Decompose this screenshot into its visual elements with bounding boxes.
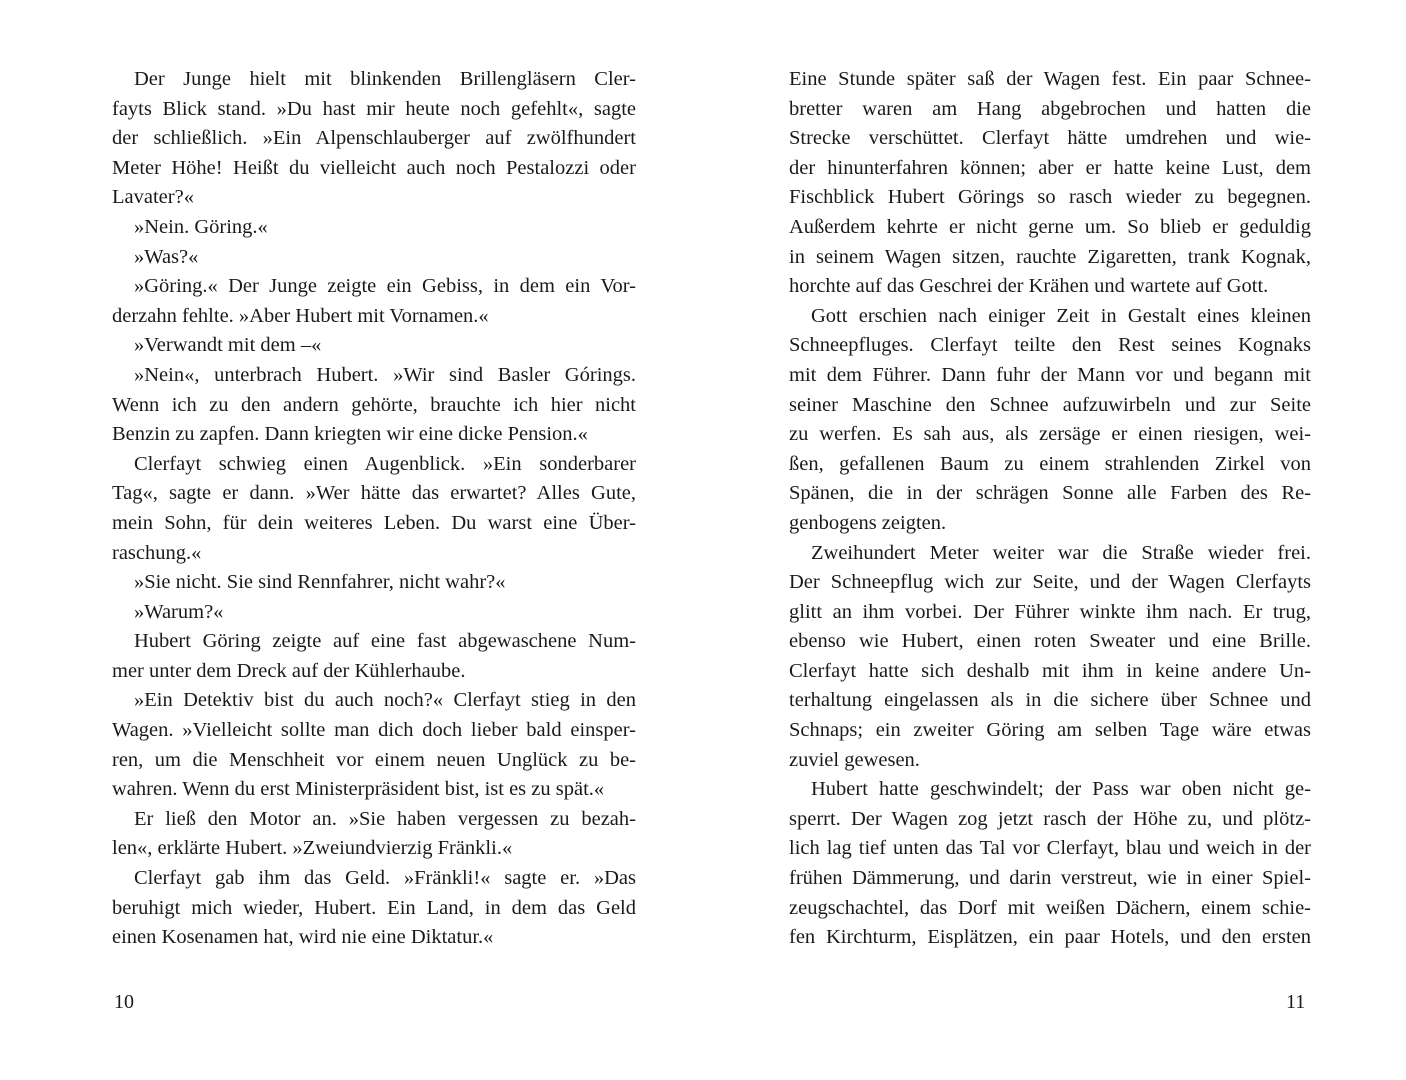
- text-line: lich lag tief unten das Tal vor Clerfayt, blau und weich in der: [789, 837, 1311, 860]
- text-line: »Warum?«: [134, 600, 224, 623]
- text-line: »Sie nicht. Sie sind Rennfahrer, nicht wahr?«: [134, 571, 506, 594]
- text-line: Gott erschien nach einiger Zeit in Gestalt eines kleinen: [811, 304, 1311, 327]
- text-line: glitt an ihm vorbei. Der Führer winkte ihm nach. Er trug,: [789, 600, 1311, 623]
- text-line: beruhigt mich wieder, Hubert. Ein Land, in dem das Geld: [112, 896, 636, 919]
- text-line: terhaltung eingelassen als in die sichere über Schnee und: [789, 689, 1311, 712]
- text-line: horchte auf das Geschrei der Krähen und wartete auf Gott.: [789, 275, 1269, 298]
- text-line: Clerfayt hatte sich deshalb mit ihm in keine andere Un-: [789, 659, 1311, 682]
- text-line: ßen, gefallenen Baum zu einem strahlenden Zirkel von: [789, 452, 1311, 475]
- text-line: genbogens zeigten.: [789, 511, 947, 534]
- text-line: »Ein Detektiv bist du auch noch?« Clerfayt stieg in den: [134, 689, 636, 712]
- text-line: mer unter dem Dreck auf der Kühlerhaube.: [112, 659, 466, 682]
- text-line: ren, um die Menschheit vor einem neuen Unglück zu be-: [112, 748, 636, 771]
- text-line: fayts Blick stand. »Du hast mir heute noch gefehlt«, sagte: [112, 97, 636, 120]
- right-page-text: [789, 65, 1311, 953]
- text-line: fen Kirchturm, Eisplätzen, ein paar Hotels, und den ersten: [789, 926, 1311, 949]
- text-line: Eine Stunde später saß der Wagen fest. Ein paar Schnee-: [789, 68, 1311, 90]
- text-line: zu werfen. Es sah aus, als zersäge er einen riesigen, wei-: [789, 423, 1311, 446]
- text-line: len«, erklärte Hubert. »Zweiundvierzig Fränkli.«: [112, 837, 513, 860]
- text-line: der schließlich. »Ein Alpenschlauberger auf zwölfhundert: [112, 127, 636, 150]
- text-line: Der Schneepflug wich zur Seite, und der Wagen Clerfayts: [789, 571, 1311, 594]
- page-number: 10: [114, 991, 134, 1013]
- text-line: Lavater?«: [112, 186, 194, 209]
- text-line: Schnaps; ein zweiter Göring am selben Tage wäre etwas: [789, 719, 1311, 742]
- text-line: Meter Höhe! Heißt du vielleicht auch noch Pestalozzi oder: [112, 156, 636, 179]
- text-line: Zweihundert Meter weiter war die Straße wieder frei.: [811, 541, 1311, 564]
- text-line: Der Junge hielt mit blinkenden Brillengläsern Cler-: [134, 68, 636, 90]
- text-line: »Was?«: [134, 245, 199, 268]
- text-line: Er ließ den Motor an. »Sie haben vergessen zu bezah-: [134, 807, 636, 830]
- text-line: in seinem Wagen sitzen, rauchte Zigaretten, trank Kognak,: [789, 245, 1311, 268]
- text-line: der hinunterfahren können; aber er hatte keine Lust, dem: [789, 156, 1311, 179]
- text-line: Tag«, sagte er dann. »Wer hätte das erwartet? Alles Gute,: [112, 482, 636, 505]
- text-line: Schneepfluges. Clerfayt teilte den Rest seines Kognaks: [789, 334, 1311, 357]
- text-line: Fischblick Hubert Görings so rasch wieder zu begegnen.: [789, 186, 1311, 209]
- text-line: einen Kosenamen hat, wird nie eine Diktatur.«: [112, 926, 494, 949]
- text-line: »Nein«, unterbrach Hubert. »Wir sind Basler Górings.: [134, 363, 636, 386]
- text-line: mein Sohn, für dein weiteres Leben. Du warst eine Über-: [112, 511, 636, 534]
- text-line: »Nein. Göring.«: [134, 215, 268, 238]
- left-page-text: [112, 65, 636, 953]
- text-line: Wagen. »Vielleicht sollte man dich doch lieber bald einsper-: [112, 719, 636, 742]
- text-line: Clerfayt gab ihm das Geld. »Fränkli!« sagte er. »Das: [134, 867, 636, 890]
- text-line: »Verwandt mit dem –«: [134, 334, 322, 357]
- text-line: Hubert hatte geschwindelt; der Pass war oben nicht ge-: [811, 778, 1311, 801]
- text-line: Außerdem kehrte er nicht gerne um. So blieb er geduldig: [789, 215, 1311, 238]
- text-line: bretter waren am Hang abgebrochen und hatten die: [789, 97, 1311, 120]
- text-line: ebenso wie Hubert, einen roten Sweater und eine Brille.: [789, 630, 1311, 653]
- text-line: wahren. Wenn du erst Ministerpräsident bist, ist es zu spät.«: [112, 778, 605, 801]
- text-line: zuviel gewesen.: [789, 748, 920, 771]
- text-line: seiner Maschine den Schnee aufzuwirbeln und zur Seite: [789, 393, 1311, 416]
- page-number: 11: [1286, 991, 1306, 1013]
- text-line: Hubert Göring zeigte auf eine fast abgewaschene Num-: [134, 630, 636, 653]
- text-line: »Göring.« Der Junge zeigte ein Gebiss, in dem ein Vor-: [134, 275, 636, 298]
- text-line: Clerfayt schwieg einen Augenblick. »Ein sonderbarer: [134, 452, 636, 475]
- text-line: raschung.«: [112, 541, 202, 564]
- text-line: Wenn ich zu den andern gehörte, brauchte ich hier nicht: [112, 393, 636, 416]
- text-line: Benzin zu zapfen. Dann kriegten wir eine dicke Pension.«: [112, 423, 588, 446]
- text-line: frühen Dämmerung, und darin verstreut, wie in einer Spiel-: [789, 867, 1311, 890]
- text-line: sperrt. Der Wagen zog jetzt rasch der Höhe zu, und plötz-: [789, 807, 1311, 830]
- text-line: mit dem Führer. Dann fuhr der Mann vor und begann mit: [789, 363, 1311, 386]
- text-line: derzahn fehlte. »Aber Hubert mit Vornamen.«: [112, 304, 489, 327]
- text-line: Spänen, die in der schrägen Sonne alle Farben des Re-: [789, 482, 1311, 505]
- right-page: [703, 0, 1406, 1080]
- text-line: zeugschachtel, das Dorf mit weißen Dächern, einem schie-: [789, 896, 1311, 919]
- text-line: Strecke verschüttet. Clerfayt hätte umdrehen und wie-: [789, 127, 1311, 150]
